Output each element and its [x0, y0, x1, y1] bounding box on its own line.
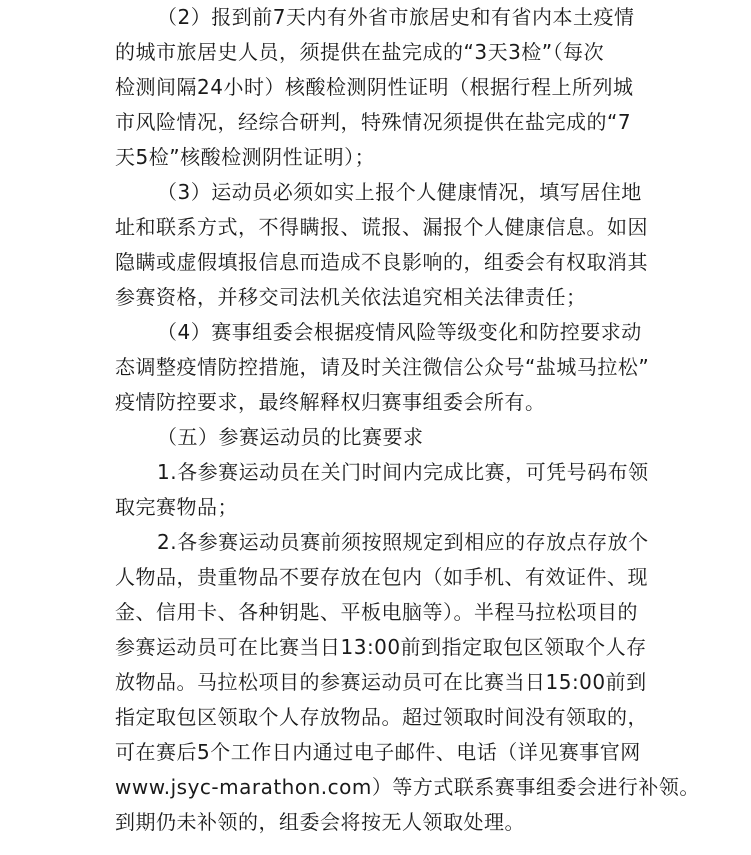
- section-heading-5: （五）参赛运动员的比赛要求: [157, 425, 424, 449]
- paragraph-3-line-2: 址和联系方式，不得瞒报、谎报、漏报个人健康信息。如因: [115, 215, 648, 239]
- requirement-2-line-3: 金、信用卡、各种钥匙、平板电脑等）。半程马拉松项目的: [115, 600, 638, 624]
- paragraph-4-line-2: 态调整疫情防控措施，请及时关注微信公众号“盐城马拉松”: [115, 355, 650, 379]
- requirement-2-line-5: 放物品。马拉松项目的参赛运动员可在比赛当日15:00前到: [115, 670, 647, 694]
- requirement-2-line-2: 人物品，贵重物品不要存放在包内（如手机、有效证件、现: [115, 565, 648, 589]
- paragraph-3-line-3: 隐瞒或虚假填报信息而造成不良影响的，组委会有权取消其: [115, 250, 648, 274]
- requirement-2-line-7: 可在赛后5个工作日内通过电子邮件、电话（详见赛事官网: [115, 740, 641, 764]
- paragraph-4-line-1: （4）赛事组委会根据疫情风险等级变化和防控要求动: [157, 320, 642, 344]
- paragraph-2-line-2: 的城市旅居史人员，须提供在盐完成的“3天3检”（每次: [115, 40, 605, 64]
- requirement-1-line-2: 取完赛物品；: [115, 495, 238, 519]
- paragraph-2-line-1: （2）报到前7天内有外省市旅居史和有省内本土疫情: [157, 5, 635, 29]
- paragraph-2-line-5: 天5检”核酸检测阴性证明）；: [115, 145, 376, 169]
- requirement-2-line-4: 参赛运动员可在比赛当日13:00前到指定取包区领取个人存: [115, 635, 647, 659]
- requirement-2-line-8: www.jsyc-marathon.com）等方式联系赛事组委会进行补领。: [115, 775, 700, 799]
- paragraph-2-line-4: 市风险情况，经综合研判，特殊情况须提供在盐完成的“7: [115, 110, 632, 134]
- requirement-2-line-1: 2.各参赛运动员赛前须按照规定到相应的存放点存放个: [157, 530, 649, 554]
- paragraph-3-line-4: 参赛资格，并移交司法机关依法追究相关法律责任；: [115, 285, 587, 309]
- paragraph-4-line-3: 疫情防控要求，最终解释权归赛事组委会所有。: [115, 390, 546, 414]
- paragraph-2-line-3: 检测间隔24小时）核酸检测阴性证明（根据行程上所列城: [115, 75, 634, 99]
- requirement-2-line-6: 指定取包区领取个人存放物品。超过领取时间没有领取的，: [115, 705, 648, 729]
- requirement-1-line-1: 1.各参赛运动员在关门时间内完成比赛，可凭号码布领: [157, 460, 649, 484]
- paragraph-3-line-1: （3）运动员必须如实上报个人健康情况，填写居住地: [157, 180, 642, 204]
- requirement-2-line-9: 到期仍未补领的，组委会将按无人领取处理。: [115, 810, 525, 834]
